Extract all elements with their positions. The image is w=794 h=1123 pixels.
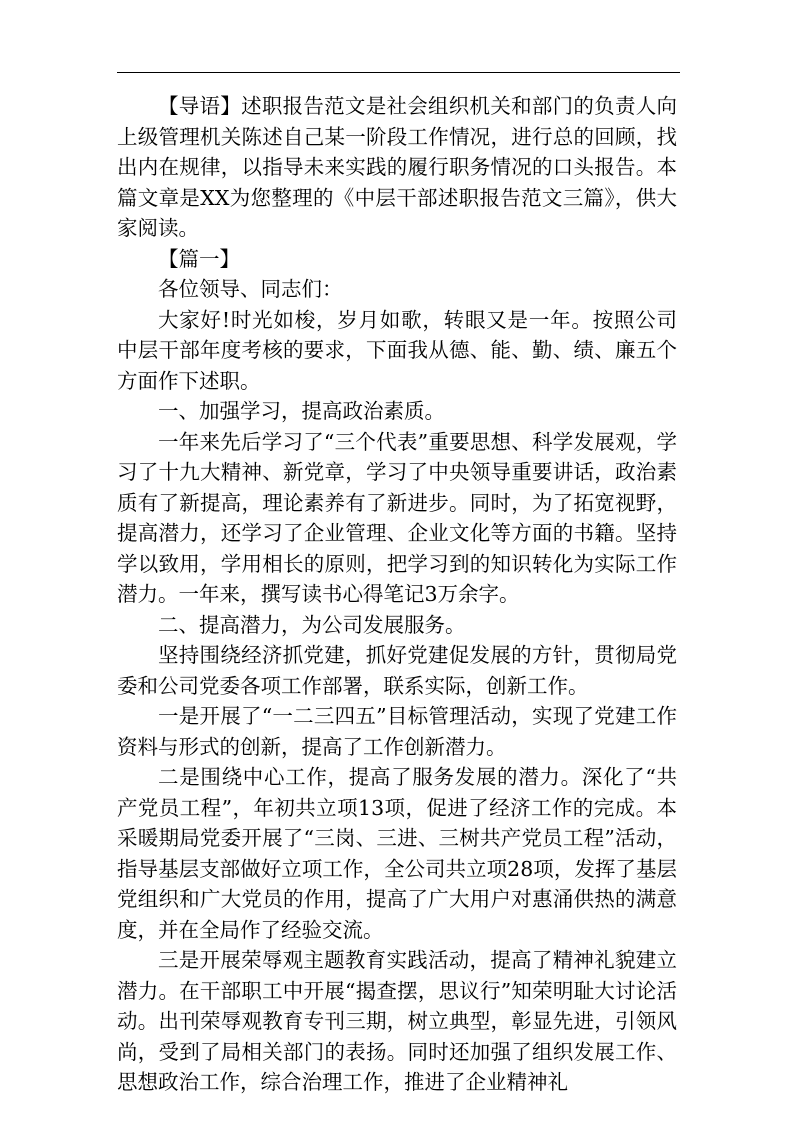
paragraph-point-1: 一是开展了“一二三四五”目标管理活动，实现了党建工作资料与形式的创新，提高了工作创新潜力。: [117, 704, 677, 759]
paragraph-heading-2: 二、提高潜力，为公司发展服务。: [158, 612, 466, 637]
paragraph-heading-1: 一、加强学习，提高政治素质。: [158, 399, 445, 423]
paragraph-salutation: 各位领导、同志们：: [158, 277, 343, 301]
paragraph-point-3: 三是开展荣辱观主题教育实践活动，提高了精神礼貌建立潜力。在干部职工中开展“揭查摆，思议行”知荣明耻大讨论活动。出刊荣辱观教育专刊三期，树立典型，彰显先进，引领风尚，受到了局相关部门的表扬。同时还加强了组织发展工作、思想政治工作，综合治理工作，推进了企业精神礼: [117, 948, 677, 1094]
paragraph-opening: 大家好!时光如梭，岁月如歌，转眼又是一年。按照公司中层干部年度考核的要求，下面我从德、能、勤、绩、廉五个方面作下述职。: [117, 307, 677, 393]
paragraph-section-heading: 【篇一】: [158, 246, 240, 271]
header-rule: [117, 72, 680, 73]
paragraph-party-building: 坚持围绕经济抓党建，抓好党建促发展的方针，贯彻局党委和公司党委各项工作部署，联系实际，创新工作。: [117, 643, 677, 698]
paragraph-study: 一年来先后学习了“三个代表”重要思想、科学发展观，学习了十九大精神、新党章，学习了中央领导重要讲话，政治素质有了新提高，理论素养有了新进步。同时，为了拓宽视野，提高潜力，还学习了企业管理、企业文化等方面的书籍。坚持学以致用，学用相长的原则，把学习到的知识转化为实际工作潜力。一年来，撰写读书心得笔记3万余字。: [117, 429, 677, 606]
document-body: [117, 91, 677, 1098]
paragraph-intro: 【导语】述职报告范文是社会组织机关和部门的负责人向上级管理机关陈述自己某一阶段工作情况，进行总的回顾，找出内在规律，以指导未来实践的履行职务情况的口头报告。本篇文章是XX为您整理的《中层干部述职报告范文三篇》，供大家阅读。: [117, 94, 677, 240]
paragraph-point-2: 二是围绕中心工作，提高了服务发展的潜力。深化了“共产党员工程”，年初共立项13项，促进了经济工作的完成。本采暖期局党委开展了“三岗、三进、三树共产党员工程”活动，指导基层支部做好立项工作，全公司共立项28项，发挥了基层党组织和广大党员的作用，提高了广大用户对惠涌供热的满意度，并在全局作了经验交流。: [117, 765, 677, 942]
